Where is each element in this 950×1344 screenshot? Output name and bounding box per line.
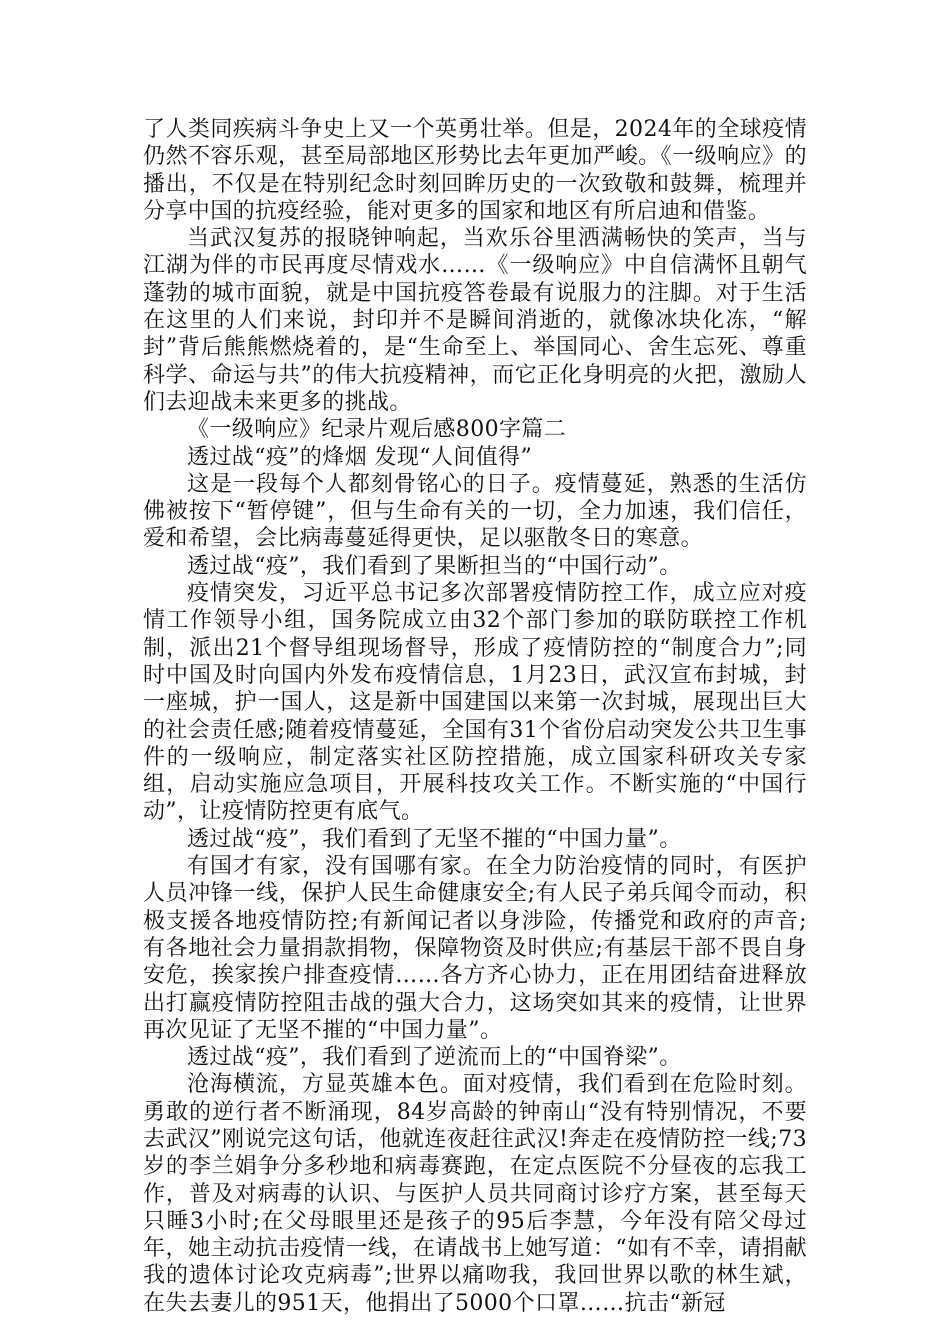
sub-heading: 透过战“疫”，我们看到了无坚不摧的“中国力量”。 — [187, 826, 682, 852]
body-paragraph: 沧海横流，方显英雄本色。面对疫情，我们看到在危险时刻。勇敢的逆行者不断涌现，84岁高龄的钟南山“没有特别情况，不要去武汉”刚说完这句话，他就连夜赶往武汉!奔走在疫情防控一线;73岁的李兰娟争分多秒地和病毒赛跑，在定点医院不分昼夜的忘我工作，普及对病毒的认识、与医护人员共同商讨诊疗方案，甚至每天只睡3小时;在父母眼里还是孩子的95后李慧，今年没有陪父母过年，她主动抗击疫情一线，在请战书上她写道：“如有不幸，请捐献我的遗体讨论攻克病毒”;世界以痛吻我，我回世界以歌的林生斌，在失去妻儿的951天，他捐出了5000个口罩……抗击“新冠 — [143, 1072, 807, 1316]
section-heading: 《一级响应》纪录片观后感800字篇二 — [187, 417, 567, 443]
body-paragraph: 当武汉复苏的报晓钟响起，当欢乐谷里洒满畅快的笑声，当与江湖为伴的市民再度尽情戏水……《一级响应》中自信满怀且朝气蓬勃的城市面貌，就是中国抗疫答卷最有说服力的注脚。对于生活在这里的人们来说，封印并不是瞬间消逝的，就像冰块化冻，“解封”背后熊熊燃烧着的，是“生命至上、举国同心、舍生忘死、尊重科学、命运与共”的伟大抗疫精神，而它正化身明亮的火把，激励人们去迎战未来更多的挑战。 — [143, 226, 807, 415]
document-page — [143, 116, 807, 1317]
body-paragraph: 了人类同疾病斗争史上又一个英勇壮举。但是，2024年的全球疫情仍然不容乐观，甚至局部地区形势比去年更加严峻。《一级响应》的播出，不仅是在特别纪念时刻回眸历史的一次致敬和鼓舞，梳理并分享中国的抗疫经验，能对更多的国家和地区有所启迪和借鉴。 — [143, 117, 807, 224]
article-title: 透过战“疫”的烽烟 发现“人间值得” — [187, 444, 533, 470]
body-paragraph: 这是一段每个人都刻骨铭心的日子。疫情蔓延，熟悉的生活仿佛被按下“暂停键”，但与生命有关的一切，全力加速，我们信任，爱和希望，会比病毒蔓延得更快，足以驱散冬日的寒意。 — [143, 471, 807, 552]
body-paragraph: 疫情突发，习近平总书记多次部署疫情防控工作，成立应对疫情工作领导小组，国务院成立由32个部门参加的联防联控工作机制，派出21个督导组现场督导，形成了疫情防控的“制度合力”;同时中国及时向国内外发布疫情信息，1月23日，武汉宣布封城，封一座城，护一国人，这是新中国建国以来第一次封城，展现出巨大的社会责任感;随着疫情蔓延，全国有31个省份启动突发公共卫生事件的一级响应，制定落实社区防控措施，成立国家科研攻关专家组，启动实施应急项目，开展科技攻关工作。不断实施的“中国行动”，让疫情防控更有底气。 — [143, 581, 807, 825]
body-paragraph: 有国才有家，没有国哪有家。在全力防治疫情的同时，有医护人员冲锋一线，保护人民生命健康安全;有人民子弟兵闻令而动，积极支援各地疫情防控;有新闻记者以身涉险，传播党和政府的声音;有各地社会力量捐款捐物，保障物资及时供应;有基层干部不畏自身安危，挨家挨户排查疫情……各方齐心协力，正在用团结奋进释放出打赢疫情防控阻击战的强大合力，这场突如其来的疫情，让世界再次见证了无坚不摧的“中国力量”。 — [143, 854, 807, 1043]
sub-heading: 透过战“疫”，我们看到了逆流而上的“中国脊梁”。 — [187, 1045, 682, 1071]
sub-heading: 透过战“疫”，我们看到了果断担当的“中国行动”。 — [187, 553, 682, 579]
